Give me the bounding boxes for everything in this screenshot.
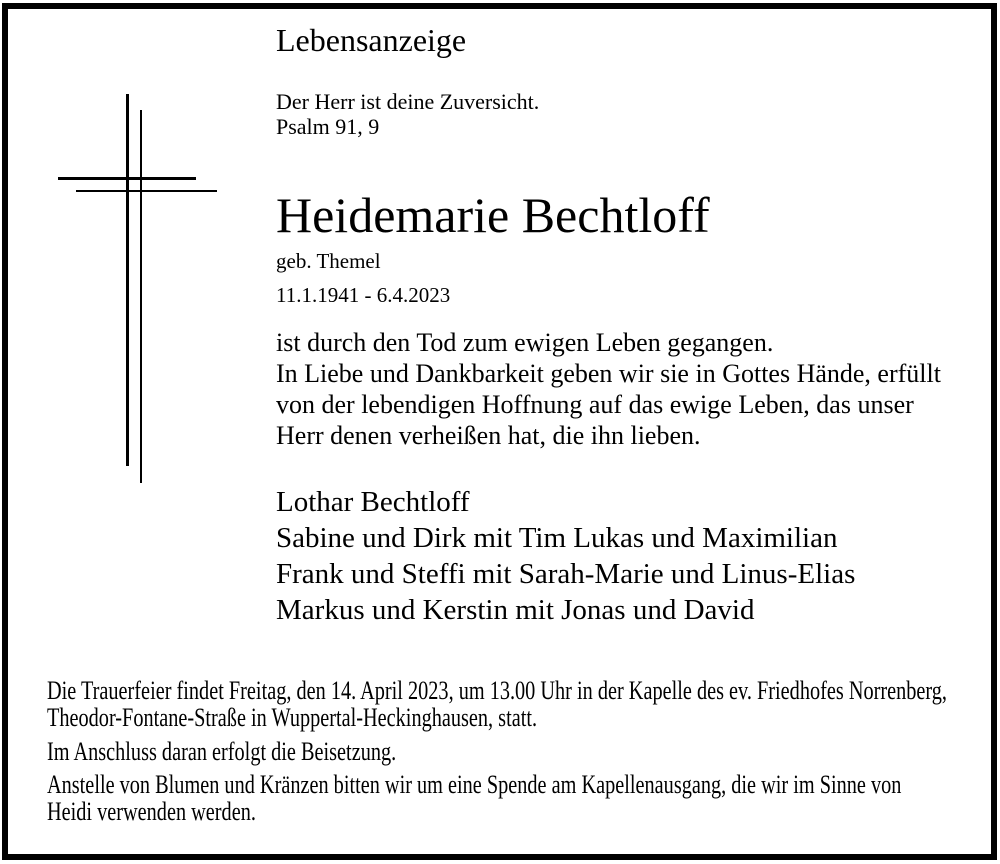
announcement-line: Herr denen verheißen hat, die ihn lieben.	[276, 421, 701, 450]
announcement-text	[276, 327, 941, 451]
life-dates: 11.1.1941 - 6.4.2023	[276, 283, 451, 307]
funeral-service-line: Theodor-Fontane-Straße in Wuppertal-Heckinghausen, statt.	[47, 703, 538, 732]
funeral-service-line: Die Trauerfeier findet Freitag, den 14. April 2023, um 13.00 Uhr in der Kapelle des ev. Friedhofes Norrenberg,	[47, 676, 947, 705]
mourner-line: Lothar Bechtloff	[276, 486, 470, 518]
burial-info	[47, 738, 396, 765]
scripture-source: Psalm 91, 9	[276, 114, 380, 139]
cross-horizontal-line-1	[58, 177, 196, 180]
scripture-quote: Der Herr ist deine Zuversicht.	[276, 89, 540, 114]
mourner-line: Frank und Steffi mit Sarah-Marie und Linus-Elias	[276, 558, 856, 590]
maiden-name: geb. Themel	[276, 249, 381, 273]
announcement-line: ist durch den Tod zum ewigen Leben gegangen.	[276, 328, 774, 357]
cross-vertical-line-1	[126, 94, 129, 466]
burial-info-line: Im Anschluss daran erfolgt die Beisetzung.	[47, 737, 397, 766]
funeral-service-info	[47, 677, 947, 731]
cross-icon	[58, 94, 220, 486]
scripture-block	[276, 89, 539, 139]
deceased-name: Heidemarie Bechtloff	[276, 187, 710, 243]
cross-horizontal-line-2	[76, 190, 217, 192]
notice-type-label: Lebensanzeige	[276, 22, 467, 58]
donation-request-line: Anstelle von Blumen und Kränzen bitten wir um eine Spende am Kapellenausgang, die wir im Sinne von	[47, 770, 902, 799]
cross-vertical-line-2	[140, 110, 142, 483]
mourners-list	[276, 484, 855, 628]
donation-request-line: Heidi verwenden werden.	[47, 797, 256, 826]
donation-request-info	[47, 771, 901, 825]
mourner-line: Sabine und Dirk mit Tim Lukas und Maximilian	[276, 522, 838, 554]
announcement-line: von der lebendigen Hoffnung auf das ewige Leben, das unser	[276, 390, 914, 419]
announcement-line: In Liebe und Dankbarkeit geben wir sie in Gottes Hände, erfüllt	[276, 359, 941, 388]
mourner-line: Markus und Kerstin mit Jonas und David	[276, 594, 755, 626]
